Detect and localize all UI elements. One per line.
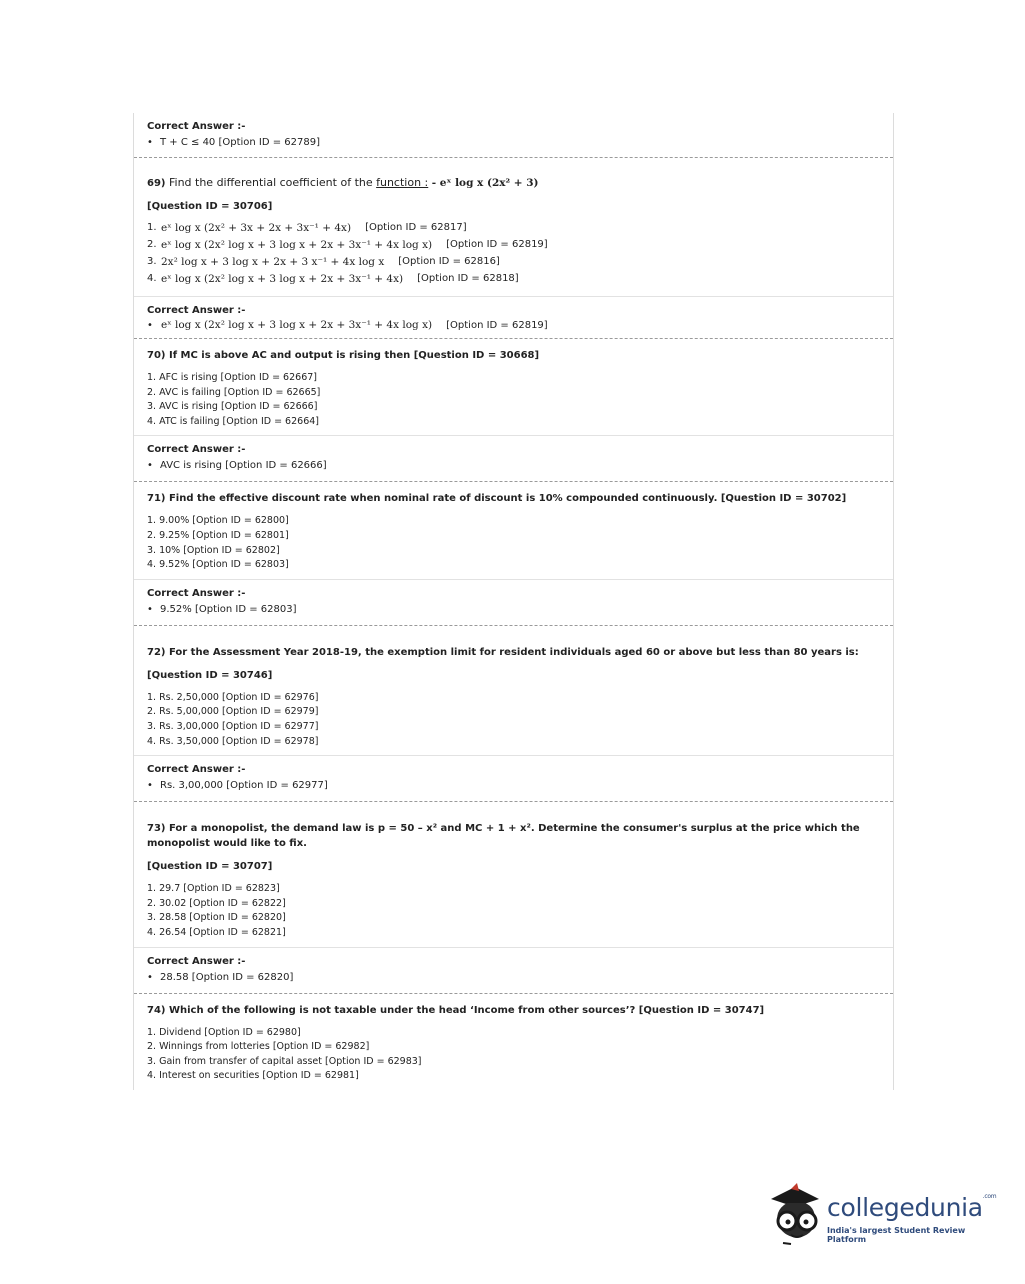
correct-answer-value: • 9.52% [Option ID = 62803]	[147, 602, 880, 618]
answer-block	[134, 755, 893, 802]
correct-answer-label: Correct Answer :-	[147, 305, 246, 316]
option-item: 4. 9.52% [Option ID = 62803]	[147, 559, 289, 571]
option-item: 3. Gain from transfer of capital asset [Option ID = 62983]	[147, 1055, 422, 1067]
prev-answer-block	[134, 113, 893, 158]
question-71	[134, 482, 893, 625]
option-item: 3. 2x² log x + 3 log x + 2x + 3 x⁻¹ + 4x log x [Option ID = 62816]	[147, 256, 500, 268]
option-item: 3. AVC is rising [Option ID = 62666]	[147, 401, 318, 413]
options-list	[147, 691, 880, 749]
question-id: [Question ID = 30746]	[147, 669, 273, 681]
correct-answer-value: • T + C ≤ 40 [Option ID = 62789]	[147, 135, 880, 151]
option-item: 2. Rs. 5,00,000 [Option ID = 62979]	[147, 706, 319, 718]
option-item: 3. 28.58 [Option ID = 62820]	[147, 912, 286, 924]
option-item: 4. 26.54 [Option ID = 62821]	[147, 926, 286, 938]
options-list	[147, 882, 880, 940]
correct-answer-label: Correct Answer :-	[147, 955, 246, 967]
logo-wordmark: collegedunia$^{.com}$	[827, 1193, 997, 1222]
correct-answer-label: Correct Answer :-	[147, 764, 246, 776]
option-item: 2. AVC is failing [Option ID = 62665]	[147, 386, 321, 398]
option-item: 2. 9.25% [Option ID = 62801]	[147, 529, 289, 541]
options-list	[147, 514, 880, 572]
answer-block	[134, 947, 893, 994]
answer-block	[134, 579, 893, 626]
correct-answer-label: Correct Answer :-	[147, 587, 246, 599]
correct-answer-label: Correct Answer :-	[147, 444, 246, 456]
option-item: 1. eˣ log x (2x² + 3x + 2x + 3x⁻¹ + 4x) [Option ID = 62817]	[147, 222, 467, 234]
question-paper	[133, 113, 894, 1090]
answer-block	[134, 296, 893, 339]
option-item: 1. AFC is rising [Option ID = 62667]	[147, 372, 317, 383]
option-item: 4. Rs. 3,50,000 [Option ID = 62978]	[147, 735, 319, 747]
question-73	[134, 802, 893, 993]
question-72	[134, 626, 893, 802]
option-item: 2. Winnings from lotteries [Option ID = 62982]	[147, 1041, 370, 1053]
collegedunia-logo	[765, 1177, 995, 1247]
question-69	[134, 158, 893, 339]
option-item: 1. 29.7 [Option ID = 62823]	[147, 883, 280, 895]
question-74	[134, 994, 893, 1090]
correct-answer-value: • eˣ log x (2x² log x + 3 log x + 2x + 3x⁻¹ + 4x log x) [Option ID = 62819]	[147, 319, 548, 331]
option-item: 1. Dividend [Option ID = 62980]	[147, 1026, 301, 1038]
answer-block	[134, 435, 893, 482]
options-list	[147, 371, 880, 429]
question-title: 71) Find the effective discount rate when nominal rate of discount is 10% compounded continuously. [Question ID = 30702]	[147, 493, 847, 505]
question-title: 72) For the Assessment Year 2018-19, the exemption limit for resident individuals aged 60 or above but less than 80 years is:	[147, 646, 859, 658]
correct-answer-value: • AVC is rising [Option ID = 62666]	[147, 458, 880, 474]
option-item: 3. 10% [Option ID = 62802]	[147, 544, 280, 556]
correct-answer-label: Correct Answer :-	[147, 121, 246, 132]
question-title: 74) Which of the following is not taxable under the head ‘Income from other sources’? [Question ID = 30747]	[147, 1004, 765, 1016]
question-title: 69) Find the differential coefficient of the function : - eˣ log x (2x² + 3)	[147, 176, 539, 189]
option-item: 3. Rs. 3,00,000 [Option ID = 62977]	[147, 720, 319, 732]
question-70	[134, 339, 893, 482]
options-list	[147, 222, 880, 285]
option-item: 1. 9.00% [Option ID = 62800]	[147, 515, 289, 527]
correct-answer-value: • 28.58 [Option ID = 62820]	[147, 970, 880, 986]
question-id: [Question ID = 30706]	[147, 201, 273, 212]
option-item: 4. eˣ log x (2x² log x + 3 log x + 2x + 3x⁻¹ + 4x) [Option ID = 62818]	[147, 273, 519, 285]
options-list	[147, 1026, 880, 1084]
question-title: 70) If MC is above AC and output is rising then [Question ID = 30668]	[147, 350, 540, 361]
option-item: 4. ATC is failing [Option ID = 62664]	[147, 415, 319, 427]
question-title: 73) For a monopolist, the demand law is p = 50 – x² and MC + 1 + x². Determine the consumer's surplus at the price which the monopolist would like to fix.	[147, 823, 860, 850]
option-item: 2. eˣ log x (2x² log x + 3 log x + 2x + 3x⁻¹ + 4x log x) [Option ID = 62819]	[147, 239, 548, 251]
option-item: 1. Rs. 2,50,000 [Option ID = 62976]	[147, 691, 319, 703]
option-item: 4. Interest on securities [Option ID = 62981]	[147, 1070, 359, 1082]
correct-answer-value: • Rs. 3,00,000 [Option ID = 62977]	[147, 778, 880, 794]
question-id: [Question ID = 30707]	[147, 861, 273, 873]
option-item: 2. 30.02 [Option ID = 62822]	[147, 897, 286, 909]
mascot-icon	[765, 1177, 827, 1247]
logo-tagline: India's largest Student Review Platform	[827, 1226, 966, 1244]
